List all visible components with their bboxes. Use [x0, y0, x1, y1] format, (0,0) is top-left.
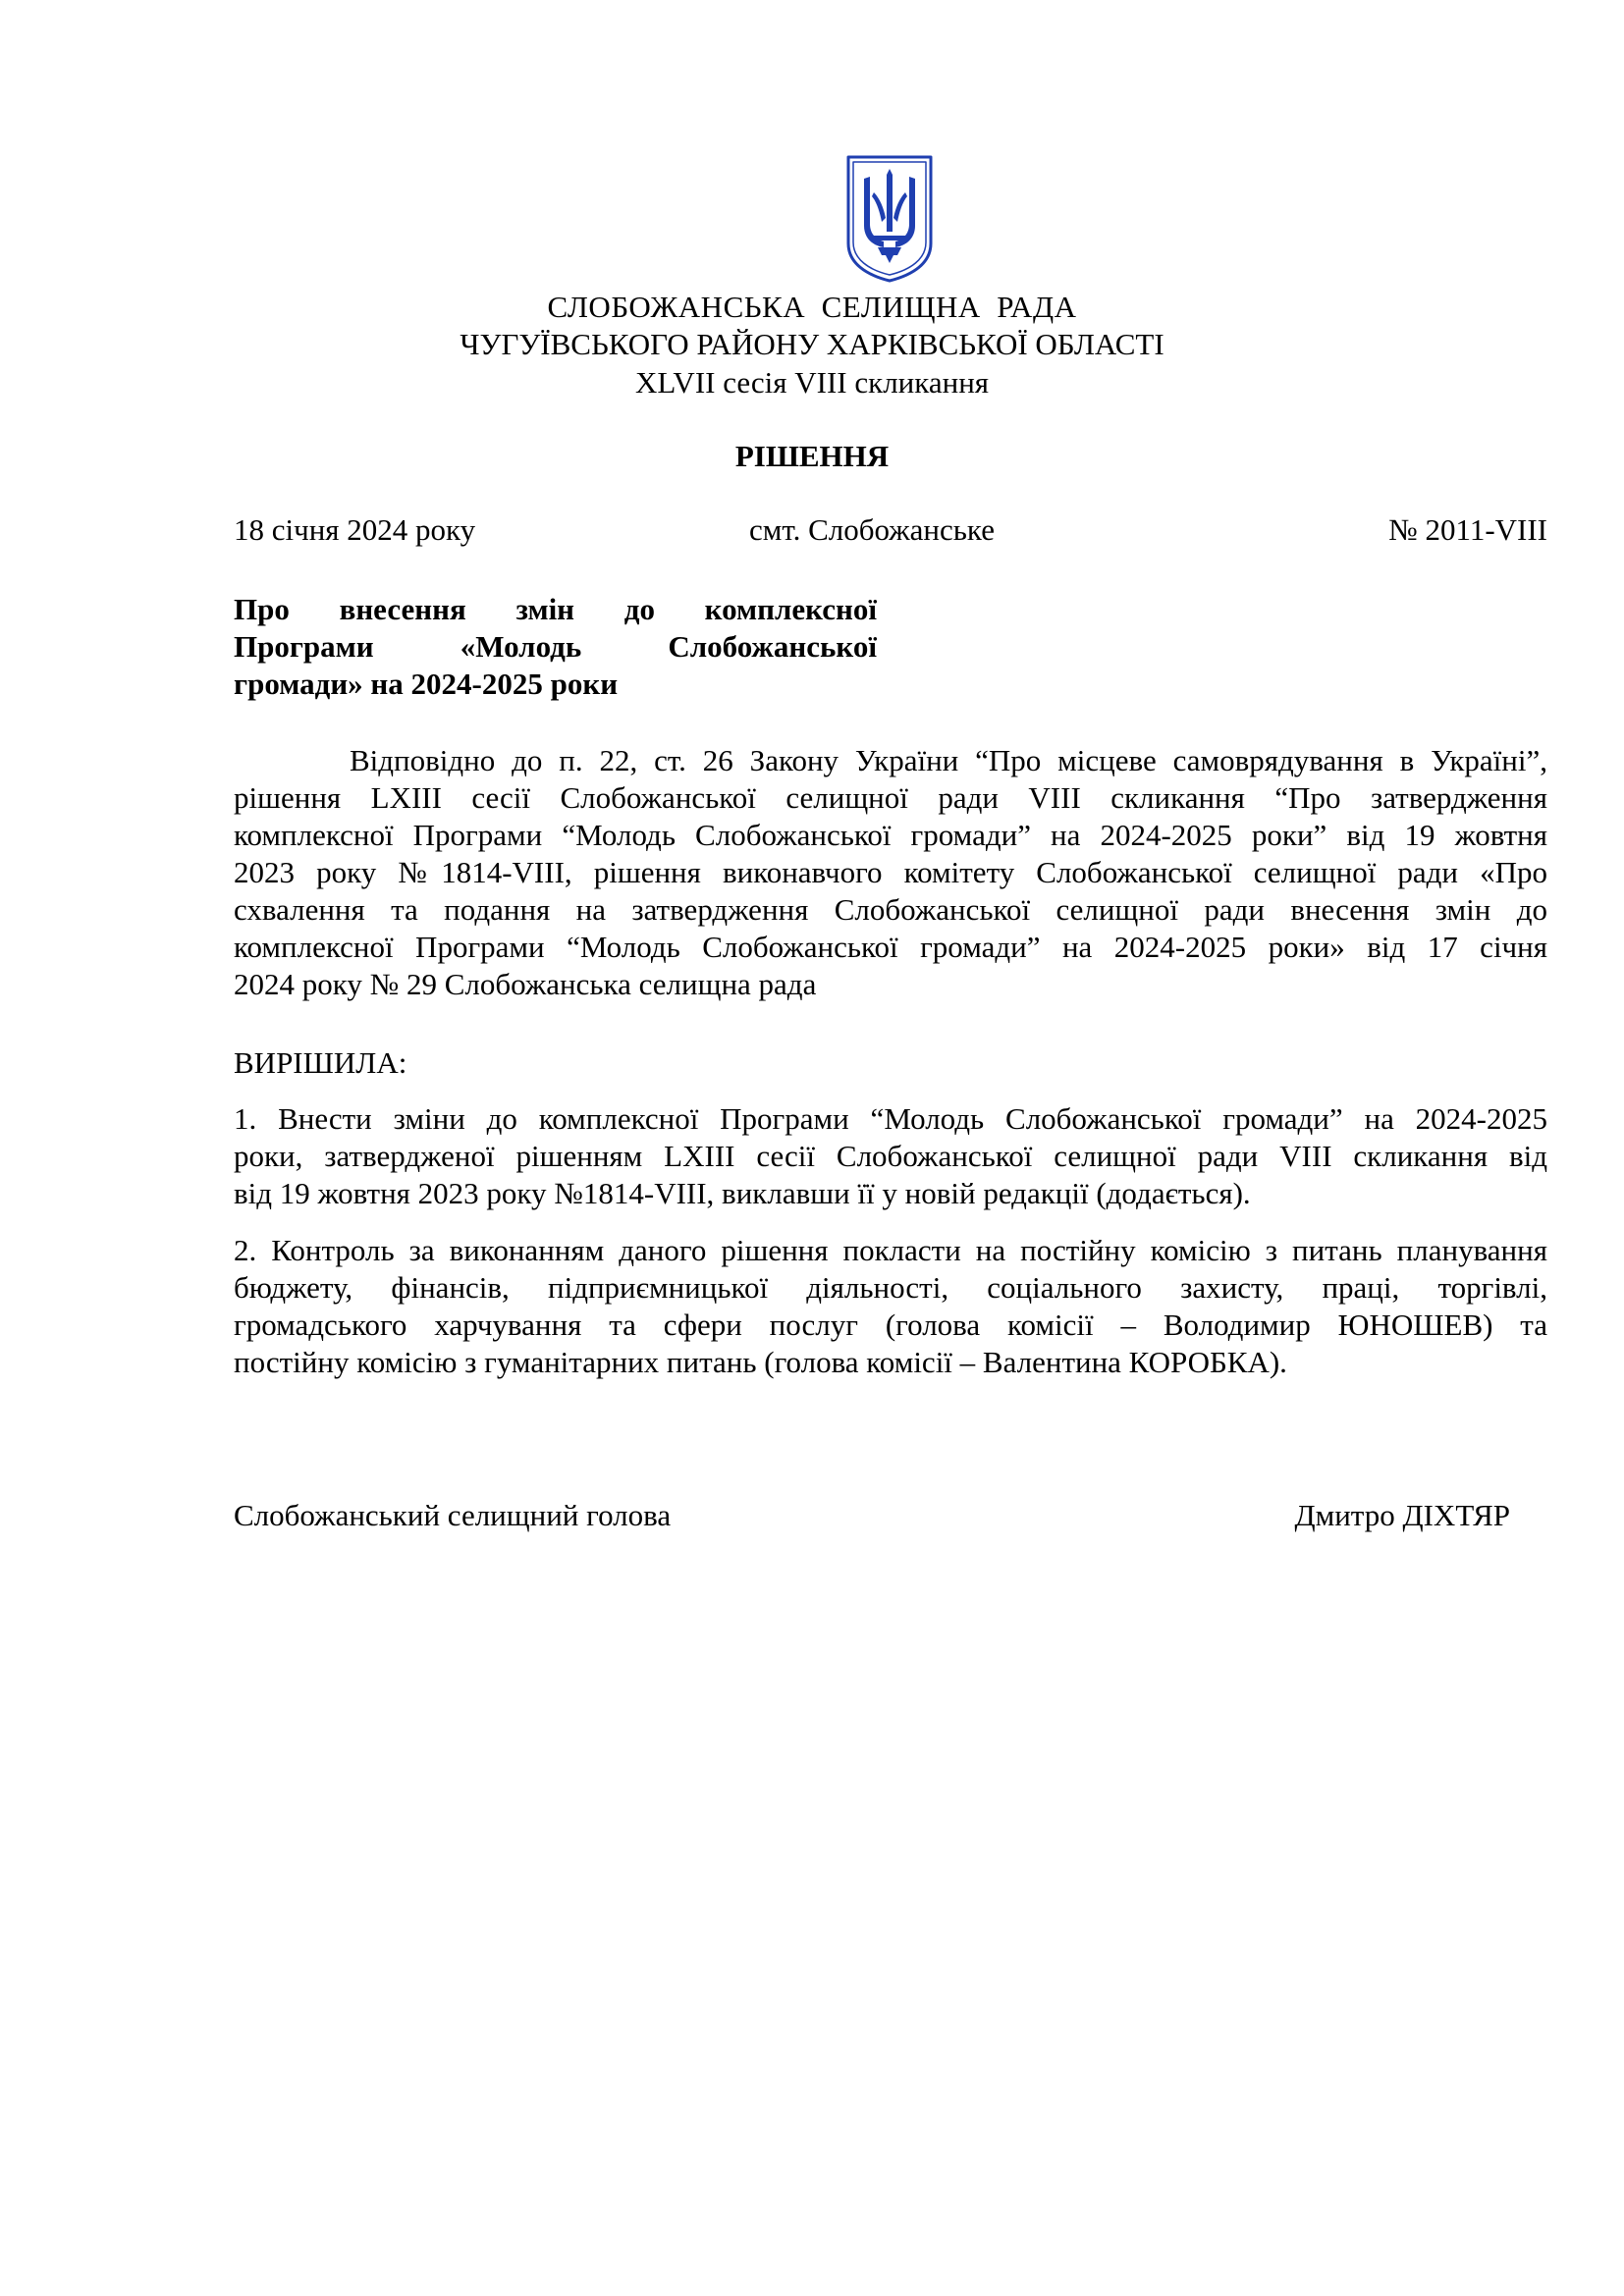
item-2-line: бюджету, фінансів, підприємницької діяльності, соціального захисту, праці, торгівлі, [234, 1270, 1547, 1305]
item-2-line: постійну комісію з гуманітарних питань (голова комісії – Валентина КОРОБКА). [234, 1345, 1287, 1379]
item-2-paragraph [234, 1232, 1547, 1381]
ukraine-coat-of-arms-icon [844, 153, 935, 285]
document-title: РІШЕННЯ [734, 439, 890, 473]
preamble-line: 2024 року № 29 Слобожанська селищна рада [234, 967, 817, 1001]
preamble-line: схвалення та подання на затвердження Слобожанської селищної ради внесення змін до [234, 892, 1547, 927]
preamble-line: комплексної Програми “Молодь Слобожанської громади” на 2024-2025 роки» від 17 січня [234, 930, 1547, 964]
signatory-name: Дмитро ДІХТЯР [1294, 1498, 1510, 1532]
meta-row [234, 511, 1547, 551]
item-1-line: роки, затвердженої рішенням LXIII сесії Слобожанської селищної ради VIII скликання від [234, 1139, 1547, 1173]
item-1-line: 1. Внести зміни до комплексної Програми “Молодь Слобожанської громади” на 2024-2025 [234, 1101, 1547, 1136]
signature-row [234, 1497, 1510, 1536]
preamble-line: комплексної Програми “Молодь Слобожанської громади” на 2024-2025 роки” від 19 жовтня [234, 818, 1547, 852]
subject-line: Програми «Молодь Слобожанської [234, 629, 877, 664]
item-1-paragraph [234, 1100, 1547, 1212]
preamble-line: Відповідно до п. 22, ст. 26 Закону України “Про місцеве самоврядування в Україні”, [350, 743, 1547, 777]
signatory-position: Слобожанський селищний голова [234, 1498, 672, 1532]
decision-date: 18 січня 2024 року [234, 512, 476, 547]
subject-line: Про внесення змін до комплексної [234, 592, 877, 626]
subject-line: громади» на 2024-2025 роки [234, 667, 619, 701]
preamble-line: 2023 року №1814-VIII, рішення виконавчого комітету Слобожанської селищної ради «Про [234, 855, 1547, 889]
decision-number: № 2011-VIII [1388, 512, 1547, 547]
item-1-line: від 19 жовтня 2023 року №1814-VIII, виклавши її у новій редакції (додається). [234, 1176, 1251, 1210]
decision-place: смт. Слобожанське [749, 512, 995, 547]
district-name: ЧУГУЇВСЬКОГО РАЙОНУ ХАРКІВСЬКОЇ ОБЛАСТІ [460, 327, 1164, 361]
preamble-paragraph [234, 742, 1547, 1003]
council-name: СЛОБОЖАНСЬКА СЕЛИЩНА РАДА [547, 290, 1077, 324]
decision-subject [234, 591, 877, 703]
preamble-line: рішення LXIII сесії Слобожанської селищної ради VIII скликання “Про затвердження [234, 780, 1547, 815]
session-name: XLVII сесія VIII скликання [634, 365, 990, 400]
item-2-line: 2. Контроль за виконанням даного рішення покласти на постійну комісію з питань планування [234, 1233, 1547, 1267]
resolved-heading: ВИРІШИЛА: [234, 1045, 407, 1080]
item-2-line: громадського харчування та сфери послуг (голова комісії – Володимир ЮНОШЕВ) та [234, 1308, 1547, 1342]
